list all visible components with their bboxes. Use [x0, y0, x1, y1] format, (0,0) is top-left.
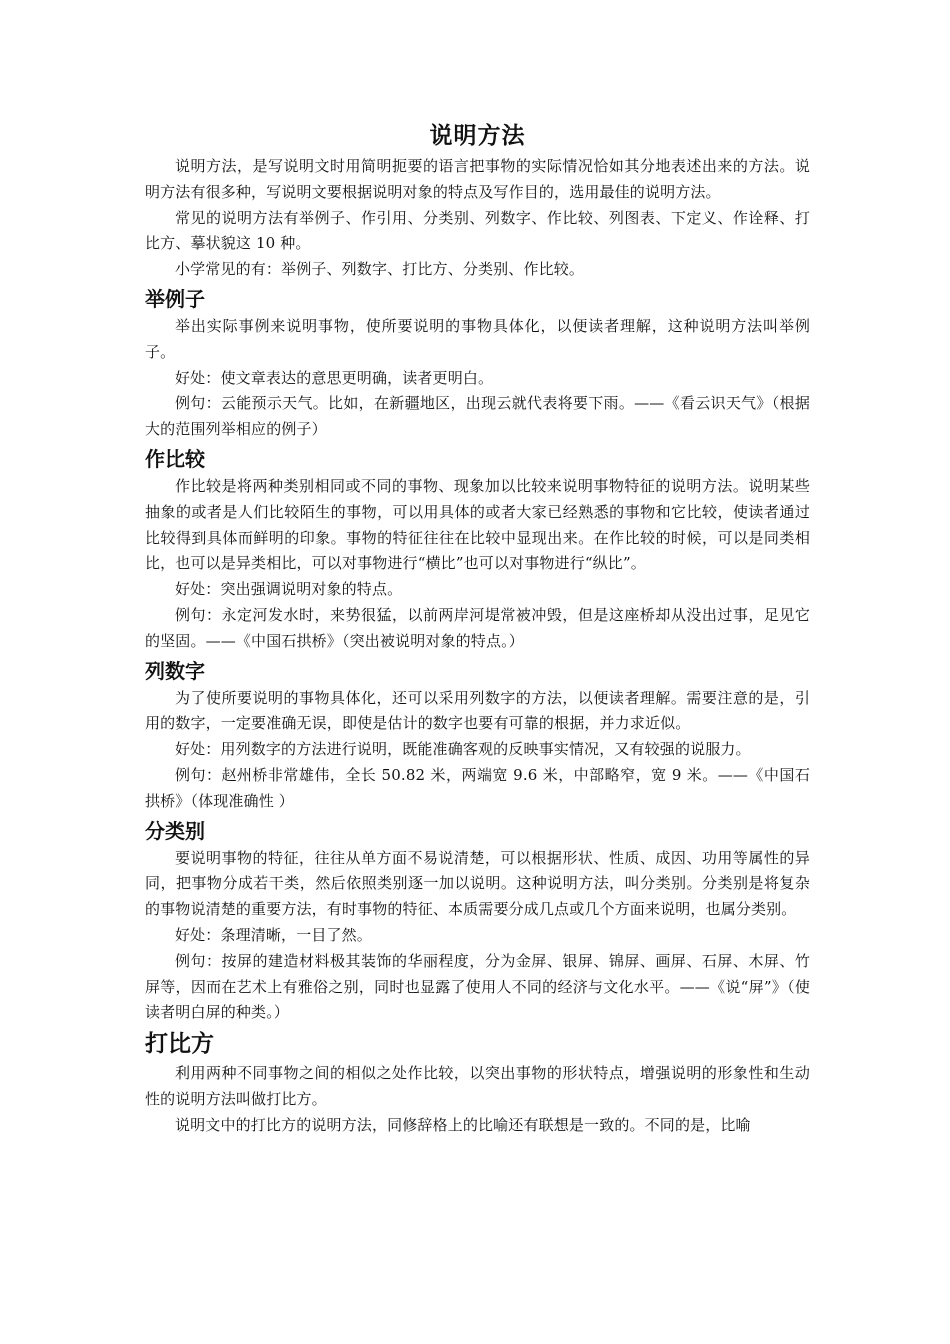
section-heading-comparison: 作比较: [145, 446, 205, 471]
intro-paragraph: 说明方法，是写说明文时用简明扼要的语言把事物的实际情况恰如其分地表述出来的方法。说明方法有很多种，写说明文要根据说明对象的特点及写作目的，选用最佳的说明方法。: [145, 157, 810, 201]
document-title: 说明方法: [429, 123, 526, 149]
section-paragraph: 说明文中的打比方的说明方法，同修辞格上的比喻还有联想是一致的。不同的是，比喻: [175, 1115, 751, 1134]
section-benefit: 好处：突出强调说明对象的特点。: [175, 580, 403, 599]
section-example: 例句：永定河发水时，来势很猛，以前两岸河堤常被冲毁，但是这座桥却从没出过事，足见它的坚固。——《中国石拱桥》（突出被说明对象的特点。）: [145, 605, 810, 650]
document-page: [145, 118, 810, 1139]
section-paragraph: 举出实际事例来说明事物，使所要说明的事物具体化，以便读者理解，这种说明方法叫举例子。: [145, 316, 810, 361]
section-paragraph: 利用两种不同事物之间的相似之处作比较，以突出事物的形状特点，增强说明的形象性和生动性的说明方法叫做打比方。: [145, 1064, 810, 1108]
section-heading-numbers: 列数字: [145, 658, 205, 683]
section-paragraph: 作比较是将两种类别相同或不同的事物、现象加以比较来说明事物特征的说明方法。说明某些抽象的或者是人们比较陌生的事物，可以用具体的或者大家已经熟悉的事物和它比较，使读者通过比较得到具体而鲜明的印象。事物的特征往往在比较中显现出来。在作比较的时候，可以是同类相比，也可以是异类相比，可以对事物进行“横比”也可以对事物进行“纵比”。: [145, 476, 810, 573]
intro-paragraph: 小学常见的有：举例子、列数字、打比方、分类别、作比较。: [175, 260, 585, 279]
section-benefit: 好处：使文章表达的意思更明确，读者更明白。: [175, 368, 494, 387]
intro-paragraph: 常见的说明方法有举例子、作引用、分类别、列数字、作比较、列图表、下定义、作诠释、打比方、摹状貌这 10 种。: [145, 208, 810, 253]
section-benefit: 好处：用列数字的方法进行说明，既能准确客观的反映事实情况，又有较强的说服力。: [175, 740, 751, 759]
section-example: 例句：赵州桥非常雄伟，全长 50.82 米，两端宽 9.6 米，中部略窄，宽 9 米。——《中国石拱桥》（体现准确性 ）: [145, 765, 810, 810]
section-heading-analogy: 打比方: [145, 1031, 214, 1058]
section-heading-classification: 分类别: [145, 818, 205, 843]
section-example: 例句：按屏的建造材料极其装饰的华丽程度，分为金屏、银屏、锦屏、画屏、石屏、木屏、竹屏等，因而在艺术上有雅俗之别，同时也显露了使用人不同的经济与文化水平。——《说“屏”》（使读者明白屏的种类。）: [145, 951, 810, 1022]
section-benefit: 好处：条理清晰，一目了然。: [175, 925, 372, 944]
section-paragraph: 为了使所要说明的事物具体化，还可以采用列数字的方法，以便读者理解。需要注意的是，引用的数字，一定要准确无误，即使是估计的数字也要有可靠的根据，并力求近似。: [145, 688, 810, 733]
section-heading-examples: 举例子: [145, 286, 205, 311]
section-paragraph: 要说明事物的特征，往往从单方面不易说清楚，可以根据形状、性质、成因、功用等属性的异同，把事物分成若干类，然后依照类别逐一加以说明。这种说明方法，叫分类别。分类别是将复杂的事物说清楚的重要方法，有时事物的特征、本质需要分成几点或几个方面来说明，也属分类别。: [145, 848, 810, 919]
section-example: 例句：云能预示天气。比如，在新疆地区，出现云就代表将要下雨。——《看云识天气》（根据大的范围列举相应的例子）: [145, 394, 810, 439]
